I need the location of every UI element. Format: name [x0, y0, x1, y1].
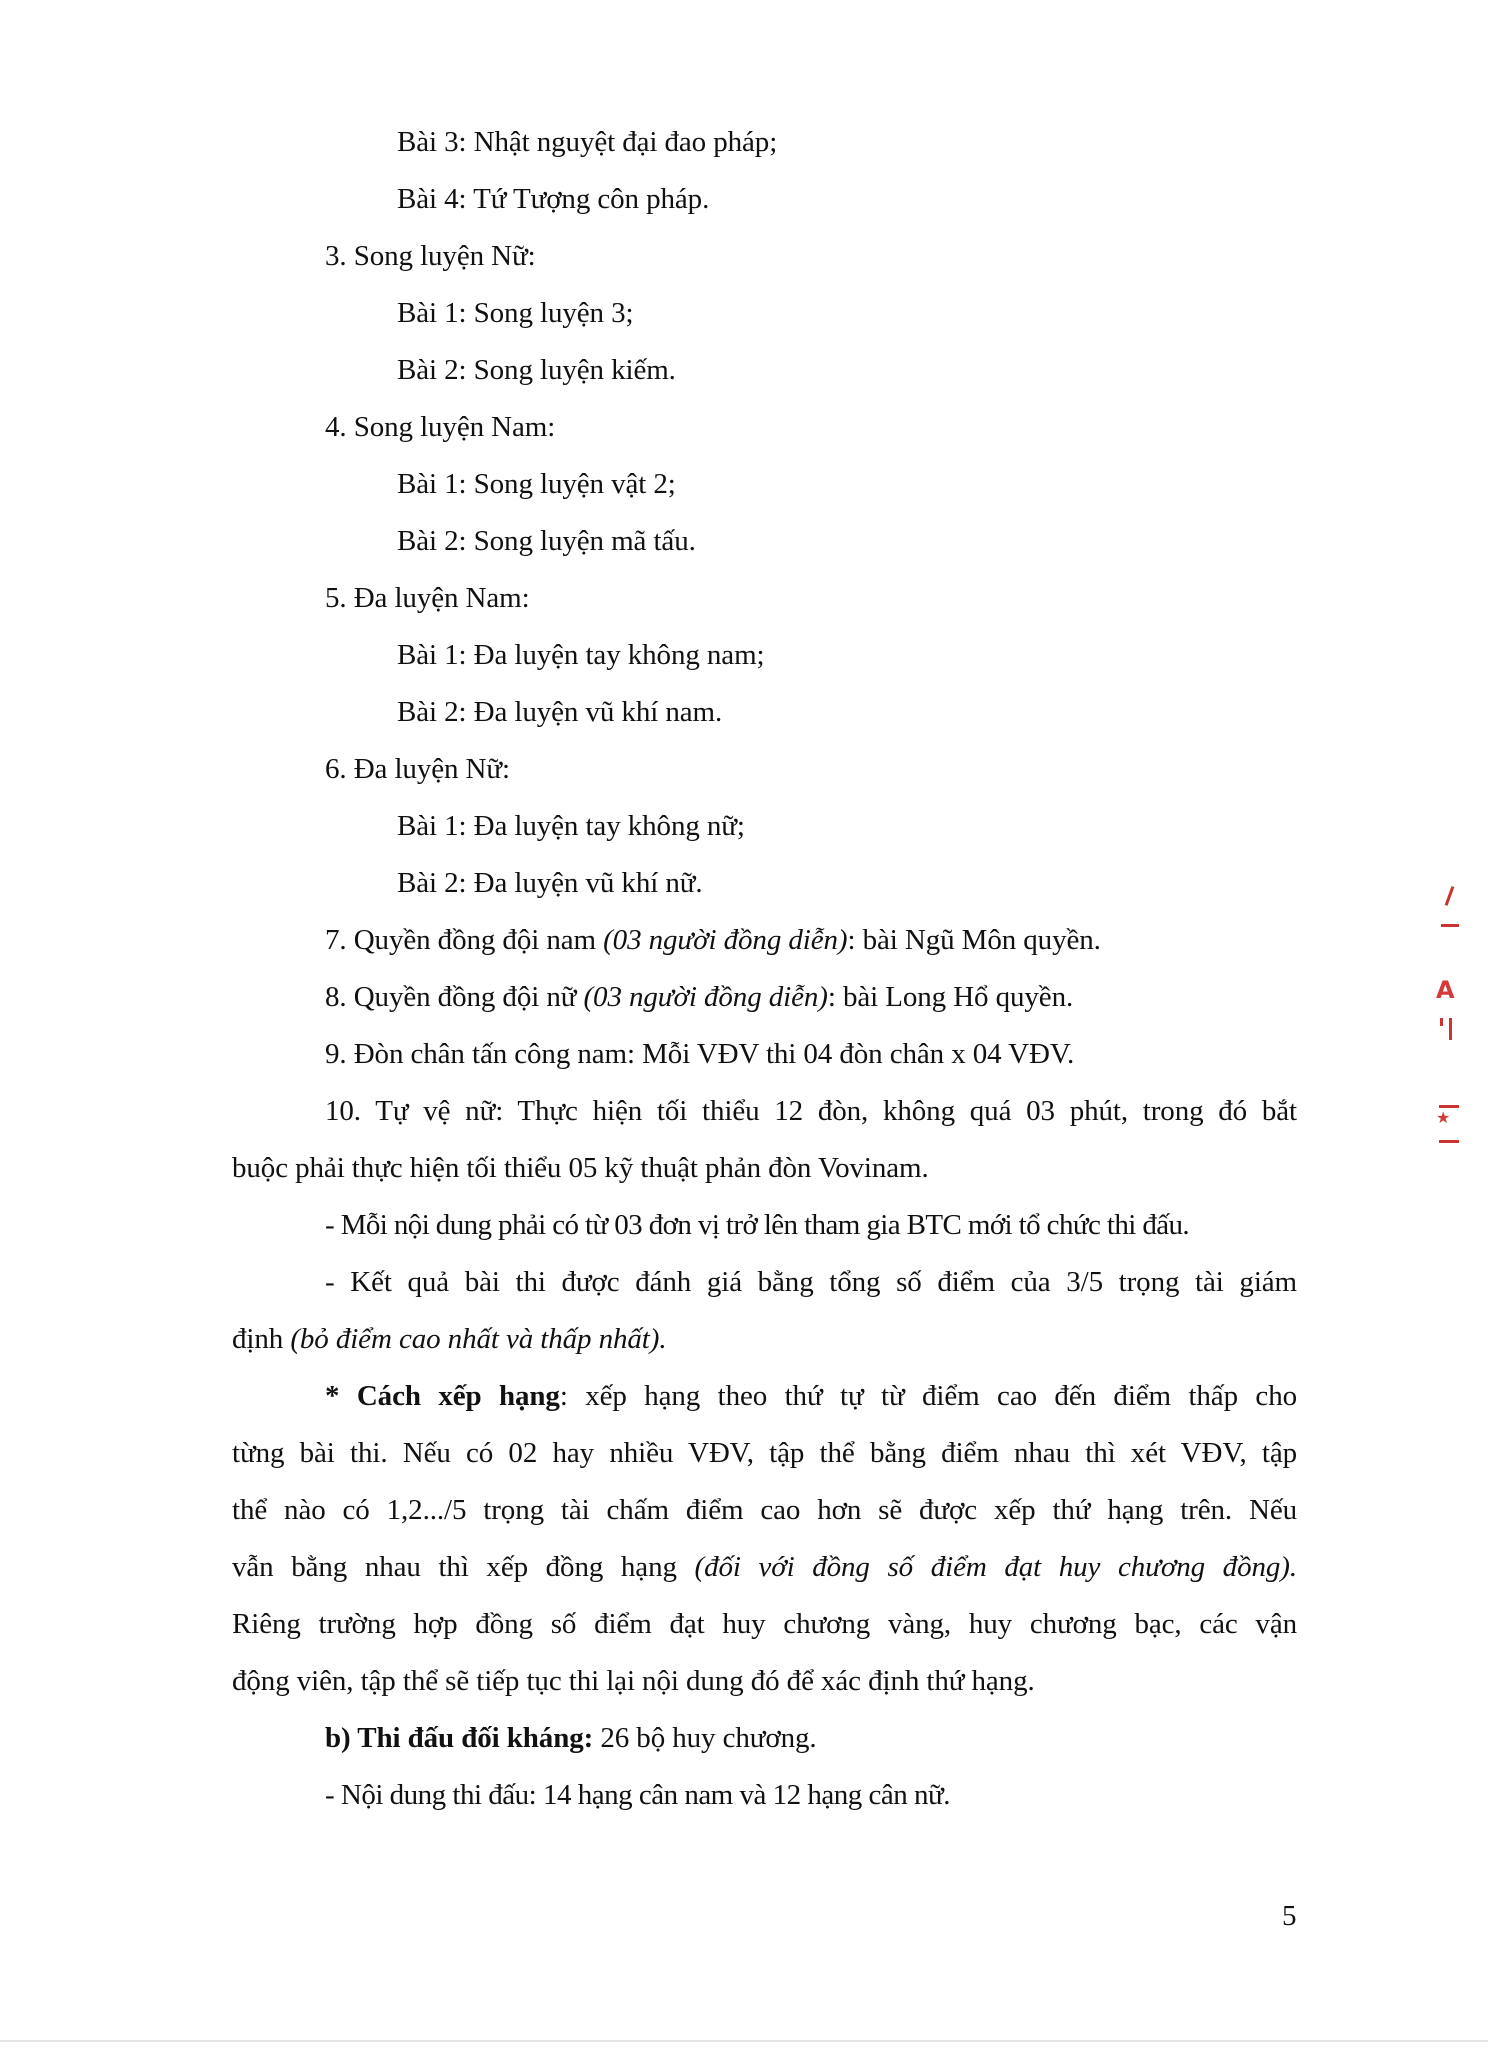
section-heading: 5. Đa luyện Nam:	[325, 582, 530, 614]
paragraph-line: Riêng trường hợp đồng số điểm đạt huy chương vàng, huy chương bạc, các vận	[232, 1608, 1297, 1640]
section-heading: 3. Song luyện Nữ:	[325, 240, 536, 272]
paragraph-line: định (bỏ điểm cao nhất và thấp nhất).	[232, 1323, 667, 1355]
text-line: Bài 1: Đa luyện tay không nam;	[397, 639, 765, 671]
text-line: Bài 3: Nhật nguyệt đại đao pháp;	[397, 126, 778, 158]
paragraph-line: * Cách xếp hạng: xếp hạng theo thứ tự từ điểm cao đến điểm thấp cho	[325, 1380, 1297, 1412]
text-line: Bài 2: Song luyện mã tấu.	[397, 525, 696, 557]
text-line: Bài 2: Đa luyện vũ khí nam.	[397, 696, 723, 728]
paragraph-line: vẫn bằng nhau thì xếp đồng hạng (đối với đồng số điểm đạt huy chương đồng).	[232, 1551, 1297, 1583]
text-line: Bài 1: Song luyện vật 2;	[397, 468, 676, 500]
paragraph-line: - Nội dung thi đấu: 14 hạng cân nam và 12 hạng cân nữ.	[325, 1779, 950, 1811]
section-heading: 4. Song luyện Nam:	[325, 411, 556, 443]
section-heading: b) Thi đấu đối kháng: 26 bộ huy chương.	[325, 1722, 817, 1754]
text-line: Bài 2: Đa luyện vũ khí nữ.	[397, 867, 703, 899]
text-line: Bài 1: Đa luyện tay không nữ;	[397, 810, 745, 842]
paragraph-line: thể nào có 1,2.../5 trọng tài chấm điểm cao hơn sẽ được xếp thứ hạng trên. Nếu	[232, 1494, 1297, 1526]
text-line: 8. Quyền đồng đội nữ (03 người đồng diễn): bài Long Hổ quyền.	[325, 981, 1074, 1013]
text-line: Bài 2: Song luyện kiếm.	[397, 354, 676, 386]
paragraph-line: từng bài thi. Nếu có 02 hay nhiều VĐV, tập thể bằng điểm nhau thì xét VĐV, tập	[232, 1437, 1297, 1469]
paragraph-line: - Kết quả bài thi được đánh giá bằng tổng số điểm của 3/5 trọng tài giám	[325, 1266, 1297, 1298]
paragraph-line: - Mỗi nội dung phải có từ 03 đơn vị trở lên tham gia BTC mới tổ chức thi đấu.	[325, 1209, 1190, 1241]
stamp-star-icon: ★	[1436, 1108, 1451, 1127]
text-line: 9. Đòn chân tấn công nam: Mỗi VĐV thi 04 đòn chân x 04 VĐV.	[325, 1038, 1075, 1070]
text-line: Bài 4: Tứ Tượng côn pháp.	[397, 183, 710, 215]
section-heading: 6. Đa luyện Nữ:	[325, 753, 510, 785]
page-number: 5	[1282, 1900, 1297, 1932]
text-line: Bài 1: Song luyện 3;	[397, 297, 634, 329]
stamp-letter: A	[1436, 976, 1455, 1004]
paragraph-line: động viên, tập thể sẽ tiếp tục thi lại nội dung đó để xác định thứ hạng.	[232, 1665, 1035, 1697]
paragraph-line: 10. Tự vệ nữ: Thực hiện tối thiểu 12 đòn, không quá 03 phút, trong đó bắt	[325, 1095, 1297, 1127]
page-edge	[0, 2040, 1488, 2042]
text-line: 7. Quyền đồng đội nam (03 người đồng diễn): bài Ngũ Môn quyền.	[325, 924, 1101, 956]
paragraph-line: buộc phải thực hiện tối thiểu 05 kỹ thuật phản đòn Vovinam.	[232, 1152, 929, 1184]
